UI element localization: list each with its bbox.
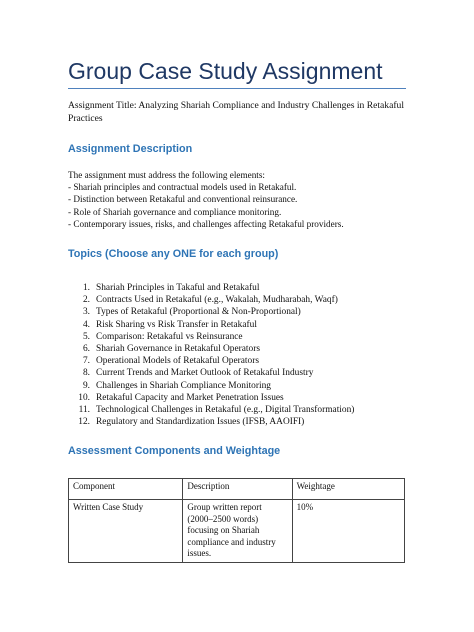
assessment-heading: Assessment Components and Weightage [68, 445, 281, 457]
topic-item: 4. Risk Sharing vs Risk Transfer in Retakaful [82, 319, 257, 330]
page-title: Group Case Study Assignment [68, 58, 383, 84]
topic-item: 9. Challenges in Shariah Compliance Monitoring [82, 380, 271, 391]
topic-item: 8. Current Trends and Market Outlook of Retakaful Industry [82, 368, 314, 379]
assignment-description-heading: Assignment Description [68, 143, 193, 155]
description-item: - Distinction between Retakaful and conventional reinsurance. [68, 194, 298, 205]
topic-item: 6. Shariah Governance in Retakaful Operators [82, 344, 260, 355]
topic-item: 3. Types of Retakaful (Proportional & Non-Proportional) [82, 307, 301, 318]
assessment-table [68, 478, 405, 563]
topic-item: 5. Comparison: Retakaful vs Reinsurance [82, 331, 243, 342]
title-underline [68, 88, 406, 89]
description-item: - Role of Shariah governance and compliance monitoring. [68, 206, 282, 217]
topic-item: 11. Technological Challenges in Retakaful (e.g., Digital Transformation) [78, 405, 355, 416]
column-header-component: Component [69, 479, 183, 500]
topic-item: 1. Shariah Principles in Takaful and Retakaful [82, 283, 260, 293]
topic-item: 2. Contracts Used in Retakaful (e.g., Wakalah, Mudharabah, Waqf) [82, 295, 338, 306]
description-cell: Group written report (2000–2500 words) focusing on Shariah compliance and industry issues. [183, 500, 292, 563]
assignment-description [68, 169, 344, 230]
topic-item: 12. Regulatory and Standardization Issues (IFSB, AAOIFI) [78, 417, 305, 428]
weightage-cell: 10% [292, 500, 404, 563]
topic-item: 7. Operational Models of Retakaful Operators [82, 356, 259, 367]
assignment-title: Assignment Title: Analyzing Shariah Compliance and Industry Challenges in Retakaful Practices [68, 100, 405, 124]
description-item: - Contemporary issues, risks, and challenges affecting Retakaful providers. [68, 218, 344, 229]
topic-item: 10. Retakaful Capacity and Market Penetration Issues [78, 392, 284, 403]
column-header-weightage: Weightage [292, 479, 404, 500]
description-item: - Shariah principles and contractual models used in Retakaful. [68, 182, 297, 193]
table-row [69, 500, 405, 563]
topics-heading: Topics (Choose any ONE for each group) [68, 248, 279, 260]
component-cell: Written Case Study [69, 500, 183, 563]
description-intro: The assignment must address the following elements: [68, 170, 265, 180]
column-header-description: Description [183, 479, 292, 500]
table-header-row [69, 479, 405, 500]
topics-list [76, 282, 354, 428]
